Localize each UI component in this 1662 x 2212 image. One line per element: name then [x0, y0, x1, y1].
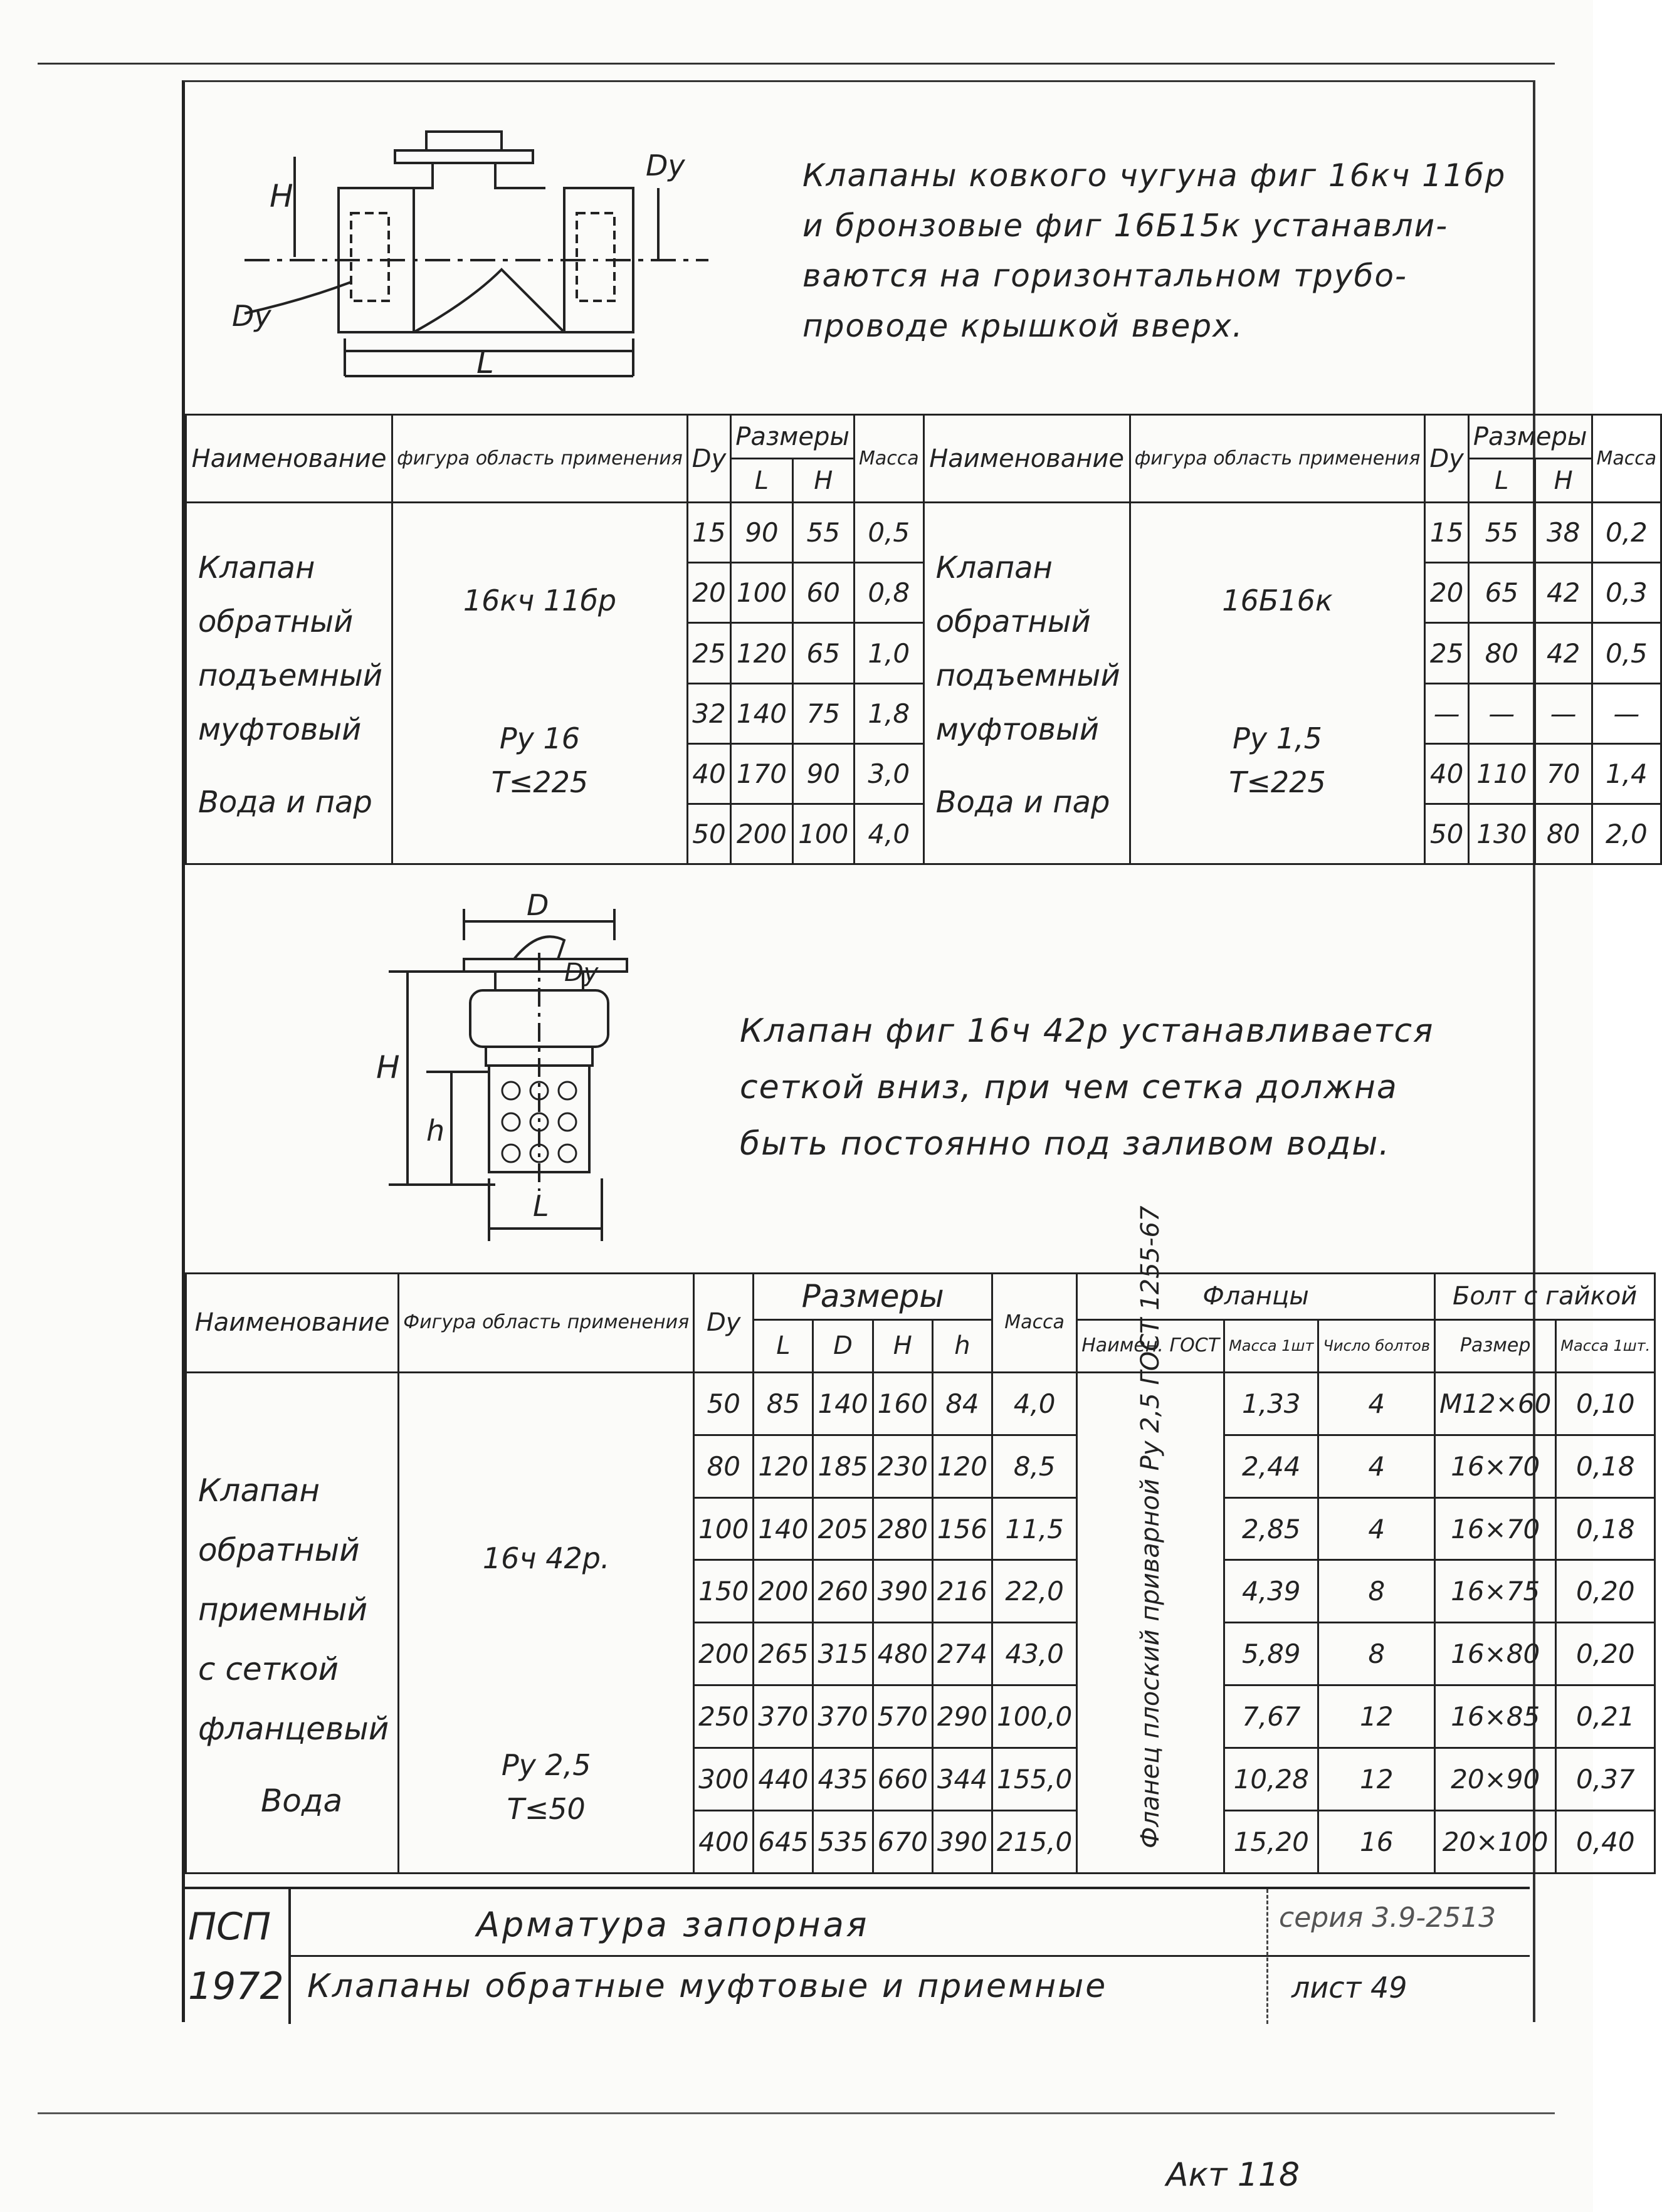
t2-flange-gost-text: Фланец плоский приварной Pу 2,5 ГОСТ 1255-67: [1136, 1205, 1165, 1848]
diagram1-label-dy-left: Dу: [232, 299, 271, 333]
t1-right-r2-l: 80: [1468, 623, 1535, 683]
t1-hdr-mass-left: Масса: [854, 415, 923, 503]
t2-r1-bmass: 0,18: [1556, 1435, 1655, 1497]
t1-right-r1-mass: 0,3: [1592, 563, 1661, 623]
t1-left-r4-mass: 3,0: [854, 743, 923, 804]
diagram2-label-h: h: [426, 1114, 445, 1148]
t2-r4-bolt: 16×80: [1434, 1623, 1555, 1685]
t2-r1-l: 120: [754, 1435, 813, 1497]
t2-r2-h: 156: [932, 1497, 992, 1560]
stamp-year: 1972: [188, 1964, 284, 2008]
t2-r3-bmass: 0,20: [1556, 1560, 1655, 1623]
t2-r4-fmass: 5,89: [1224, 1623, 1318, 1685]
t2-r6-d: 435: [813, 1748, 873, 1811]
t2-r6-fcount: 12: [1318, 1748, 1435, 1811]
t2-r1-mass: 8,5: [992, 1435, 1077, 1497]
t1-left-r3-mass: 1,8: [854, 683, 923, 743]
t1-right-r0-l: 55: [1468, 503, 1535, 563]
t2-r3-l: 200: [754, 1560, 813, 1623]
valve-diagram-strainer: [351, 890, 639, 1266]
t2-r6-bmass: 0,37: [1556, 1748, 1655, 1811]
t1-hdr-sizes-right: Размеры: [1468, 415, 1592, 459]
diagram1-label-H: H: [270, 178, 293, 214]
t2-r0-d: 140: [813, 1372, 873, 1435]
t1-medium-right: Вода и пар: [935, 785, 1110, 820]
t1-hdr-l-left: L: [731, 459, 792, 503]
note2-line-2: сеткой вниз, при чем сетка должна: [740, 1069, 1398, 1106]
muff-valve-table: [185, 414, 1662, 865]
t2-r5-fcount: 12: [1318, 1685, 1435, 1748]
t1-hdr-dy-right: Dу: [1425, 415, 1468, 503]
t1-left-r3-dy: 32: [687, 683, 730, 743]
t2-r3-bolt: 16×75: [1434, 1560, 1555, 1623]
t2-hdr-flange-mass: Масса 1шт: [1224, 1319, 1318, 1372]
t1-right-r5-l: 130: [1468, 804, 1535, 864]
diagram1-label-L: L: [476, 344, 494, 380]
t1-right-r5-mass: 2,0: [1592, 804, 1661, 864]
receiving-valve-table: [185, 1205, 1656, 1874]
diagram2-label-H: H: [376, 1049, 400, 1086]
t2-r7-H: 670: [873, 1811, 932, 1874]
t2-r2-l: 140: [754, 1497, 813, 1560]
t2-figure-t: T≤50: [507, 1791, 586, 1826]
t2-r6-l: 440: [754, 1748, 813, 1811]
t1-hdr-name-right: Наименование: [923, 415, 1130, 503]
t2-r1-h: 120: [932, 1435, 992, 1497]
t2-r6-bolt: 20×90: [1434, 1748, 1555, 1811]
t1-hdr-sizes-left: Размеры: [731, 415, 855, 459]
stamp-title: Арматура запорная: [476, 1905, 870, 1944]
t2-r5-d: 370: [813, 1685, 873, 1748]
t2-r4-H: 480: [873, 1623, 932, 1685]
t2-hdr-bolt-size: Размер: [1434, 1319, 1555, 1372]
t2-r7-bmass: 0,40: [1556, 1811, 1655, 1874]
t1-figure-left: [392, 503, 688, 864]
t2-r2-bolt: 16×70: [1434, 1497, 1555, 1560]
t2-r0-fcount: 4: [1318, 1372, 1435, 1435]
t1-right-r2-h: 42: [1535, 623, 1592, 683]
t2-hdr-l: L: [754, 1319, 813, 1372]
t2-r6-fmass: 10,28: [1224, 1748, 1318, 1811]
t2-hdr-h: h: [932, 1319, 992, 1372]
t2-r6-dy: 300: [694, 1748, 754, 1811]
t1-left-r5-l: 200: [731, 804, 792, 864]
title-block-sheet-divider: [1266, 1889, 1268, 2024]
t1-figure-left-code: 16кч 11бр: [463, 584, 617, 618]
t2-r6-mass: 155,0: [992, 1748, 1077, 1811]
t1-left-r1-mass: 0,8: [854, 563, 923, 623]
t2-r0-mass: 4,0: [992, 1372, 1077, 1435]
t2-r5-l: 370: [754, 1685, 813, 1748]
t2-hdr-d: D: [813, 1319, 873, 1372]
t1-left-r3-h: 75: [792, 683, 854, 743]
t2-r4-h: 274: [932, 1623, 992, 1685]
t1-figure-left-t: T≤225: [491, 765, 589, 800]
t1-right-r4-h: 70: [1535, 743, 1592, 804]
t1-hdr-l-right: L: [1468, 459, 1535, 503]
t2-r1-fmass: 2,44: [1224, 1435, 1318, 1497]
diagram2-label-dy: Dу: [564, 958, 599, 987]
t1-left-r4-h: 90: [792, 743, 854, 804]
stamp-series: серия 3.9-2513: [1279, 1902, 1496, 1934]
t1-left-r0-h: 55: [792, 503, 854, 563]
t1-left-r1-dy: 20: [687, 563, 730, 623]
t2-r4-bmass: 0,20: [1556, 1623, 1655, 1685]
t2-r5-bmass: 0,21: [1556, 1685, 1655, 1748]
t2-hdr-name: Наименование: [186, 1274, 399, 1373]
installation-note-2: [740, 1003, 1434, 1172]
stamp-org: ПСП: [188, 1905, 271, 1949]
note1-line-1: Клапаны ковкого чугуна фиг 16кч 11бр: [802, 157, 1507, 194]
t1-hdr-h-left: H: [792, 459, 854, 503]
t1-left-r5-mass: 4,0: [854, 804, 923, 864]
t2-r6-H: 660: [873, 1748, 932, 1811]
t1-figure-right: [1130, 503, 1425, 864]
stamp-subtitle: Клапаны обратные муфтовые и приемные: [307, 1968, 1108, 2005]
t2-r1-bolt: 16×70: [1434, 1435, 1555, 1497]
t2-r3-d: 260: [813, 1560, 873, 1623]
t1-name-left: [186, 503, 392, 864]
t2-r7-mass: 215,0: [992, 1811, 1077, 1874]
t2-r5-mass: 100,0: [992, 1685, 1077, 1748]
t1-right-r3-l: —: [1468, 683, 1535, 743]
t2-r3-H: 390: [873, 1560, 932, 1623]
note2-line-1: Клапан фиг 16ч 42р устанавливается: [740, 1012, 1434, 1050]
t1-hdr-mass-right: Масса: [1592, 415, 1661, 503]
t1-left-r0-mass: 0,5: [854, 503, 923, 563]
t2-r7-fmass: 15,20: [1224, 1811, 1318, 1874]
footer-signature: Акт 118: [1166, 2156, 1300, 2194]
t2-r4-d: 315: [813, 1623, 873, 1685]
t1-left-r0-l: 90: [731, 503, 792, 563]
t1-right-r5-dy: 50: [1425, 804, 1468, 864]
t1-left-r4-dy: 40: [687, 743, 730, 804]
t1-hdr-dy-left: Dу: [687, 415, 730, 503]
stamp-sheet: лист 49: [1291, 1971, 1407, 2005]
t2-r0-bmass: 0,10: [1556, 1372, 1655, 1435]
t2-r1-fcount: 4: [1318, 1435, 1435, 1497]
t2-hdr-H: H: [873, 1319, 932, 1372]
t1-right-r0-dy: 15: [1425, 503, 1468, 563]
t2-r4-fcount: 8: [1318, 1623, 1435, 1685]
t2-r3-dy: 150: [694, 1560, 754, 1623]
t2-hdr-bolt-mass: Масса 1шт.: [1556, 1319, 1655, 1372]
diagram1-label-dy-top: Dу: [646, 149, 685, 182]
t2-r5-h: 290: [932, 1685, 992, 1748]
t2-hdr-sizes: Размеры: [754, 1274, 992, 1320]
t2-r2-H: 280: [873, 1497, 932, 1560]
t1-right-r0-mass: 0,2: [1592, 503, 1661, 563]
t2-r2-fcount: 4: [1318, 1497, 1435, 1560]
t1-medium-left: Вода и пар: [198, 785, 372, 820]
t2-r2-fmass: 2,85: [1224, 1497, 1318, 1560]
t1-left-r5-h: 100: [792, 804, 854, 864]
t1-name-right: [923, 503, 1130, 864]
t2-hdr-dy: Dу: [694, 1274, 754, 1373]
t1-right-r4-mass: 1,4: [1592, 743, 1661, 804]
t1-hdr-figure-right: фигура область применения: [1130, 415, 1425, 503]
installation-note-1: [802, 150, 1506, 351]
title-block-divider: [288, 1955, 1530, 1957]
t1-figure-right-py: Pу 1,5: [1233, 721, 1322, 756]
t2-r2-mass: 11,5: [992, 1497, 1077, 1560]
t1-right-r1-h: 42: [1535, 563, 1592, 623]
t2-r1-H: 230: [873, 1435, 932, 1497]
t1-name-right-text: Клапан обратный подъемный муфтовый: [935, 550, 1120, 748]
t2-r4-dy: 200: [694, 1623, 754, 1685]
t2-figure-code: 16ч 42р.: [482, 1541, 610, 1575]
t2-r3-h: 216: [932, 1560, 992, 1623]
t1-left-r2-mass: 1,0: [854, 623, 923, 683]
title-block: [182, 1887, 1530, 2024]
t1-left-r2-l: 120: [731, 623, 792, 683]
diagram2-label-L: L: [533, 1189, 549, 1223]
t2-hdr-flange-name: Наимен. ГОСТ: [1077, 1319, 1224, 1372]
t2-figure-py: Pу 2,5: [501, 1748, 591, 1782]
t1-right-r4-l: 110: [1468, 743, 1535, 804]
diagram2-label-D: D: [527, 888, 549, 922]
t2-name-text: Клапан обратный приемный с сеткой фланцевый: [198, 1472, 389, 1747]
t1-left-r3-l: 140: [731, 683, 792, 743]
t2-r3-fcount: 8: [1318, 1560, 1435, 1623]
t2-r2-bmass: 0,18: [1556, 1497, 1655, 1560]
top-border-line: [38, 63, 1555, 65]
t2-r7-d: 535: [813, 1811, 873, 1874]
t1-right-r5-h: 80: [1535, 804, 1592, 864]
t2-r5-fmass: 7,67: [1224, 1685, 1318, 1748]
t2-r4-l: 265: [754, 1623, 813, 1685]
t2-r3-fmass: 4,39: [1224, 1560, 1318, 1623]
t2-r0-dy: 50: [694, 1372, 754, 1435]
t1-right-r2-mass: 0,5: [1592, 623, 1661, 683]
t1-left-r1-l: 100: [731, 563, 792, 623]
t2-r2-d: 205: [813, 1497, 873, 1560]
t1-left-r4-l: 170: [731, 743, 792, 804]
t2-r6-h: 344: [932, 1748, 992, 1811]
t2-hdr-flanges: Фланцы: [1077, 1274, 1435, 1320]
note1-line-4: проводе крышкой вверх.: [802, 308, 1244, 344]
t2-r5-H: 570: [873, 1685, 932, 1748]
t1-left-r1-h: 60: [792, 563, 854, 623]
t2-hdr-bolts: Болт с гайкой: [1434, 1274, 1654, 1320]
t2-r7-h: 390: [932, 1811, 992, 1874]
t2-figure: [399, 1372, 694, 1873]
t2-r0-fmass: 1,33: [1224, 1372, 1318, 1435]
t2-r7-dy: 400: [694, 1811, 754, 1874]
t1-hdr-name-left: Наименование: [186, 415, 392, 503]
t2-r5-dy: 250: [694, 1685, 754, 1748]
t1-hdr-h-right: H: [1535, 459, 1592, 503]
valve-diagram-muff: [207, 113, 708, 407]
t2-hdr-figure: Фигура область применения: [399, 1274, 694, 1373]
t1-left-r0-dy: 15: [687, 503, 730, 563]
t2-r2-dy: 100: [694, 1497, 754, 1560]
t1-right-r3-mass: —: [1592, 683, 1661, 743]
t2-r7-l: 645: [754, 1811, 813, 1874]
t2-r0-l: 85: [754, 1372, 813, 1435]
t1-figure-right-code: 16Б16к: [1222, 584, 1333, 618]
t2-r0-h: 84: [932, 1372, 992, 1435]
t2-r1-dy: 80: [694, 1435, 754, 1497]
t2-r0-H: 160: [873, 1372, 932, 1435]
t1-right-r3-h: —: [1535, 683, 1592, 743]
t2-r7-fcount: 16: [1318, 1811, 1435, 1874]
t1-hdr-figure-left: фигура область применения: [392, 415, 688, 503]
t1-figure-left-py: Pу 16: [499, 721, 580, 756]
t2-r3-mass: 22,0: [992, 1560, 1077, 1623]
t1-right-r4-dy: 40: [1425, 743, 1468, 804]
t2-r7-bolt: 20×100: [1434, 1811, 1555, 1874]
t1-left-r2-h: 65: [792, 623, 854, 683]
note1-line-2: и бронзовые фиг 16Б15к устанавли-: [802, 207, 1449, 244]
t2-r5-bolt: 16×85: [1434, 1685, 1555, 1748]
t1-right-r2-dy: 25: [1425, 623, 1468, 683]
t1-name-left-text: Клапан обратный подъемный муфтовый: [198, 550, 383, 748]
note2-line-3: быть постоянно под заливом воды.: [740, 1125, 1391, 1163]
t1-right-r3-dy: —: [1425, 683, 1468, 743]
t1-figure-right-t: T≤225: [1229, 765, 1326, 800]
t2-r1-d: 185: [813, 1435, 873, 1497]
title-block-org-cell: [182, 1889, 291, 2024]
t1-left-r5-dy: 50: [687, 804, 730, 864]
bottom-border-line: [38, 2112, 1555, 2114]
t1-right-r1-l: 65: [1468, 563, 1535, 623]
t2-hdr-flange-count: Число болтов: [1318, 1319, 1435, 1372]
t1-right-r0-h: 38: [1535, 503, 1592, 563]
t1-right-r1-dy: 20: [1425, 563, 1468, 623]
t2-medium: Вода: [261, 1782, 343, 1819]
t2-name: [186, 1372, 399, 1873]
t2-hdr-mass: Масса: [992, 1274, 1077, 1373]
t2-r4-mass: 43,0: [992, 1623, 1077, 1685]
t2-r0-bolt: М12×60: [1434, 1372, 1555, 1435]
t1-left-r2-dy: 25: [687, 623, 730, 683]
note1-line-3: ваются на горизонтальном трубо-: [802, 258, 1407, 294]
